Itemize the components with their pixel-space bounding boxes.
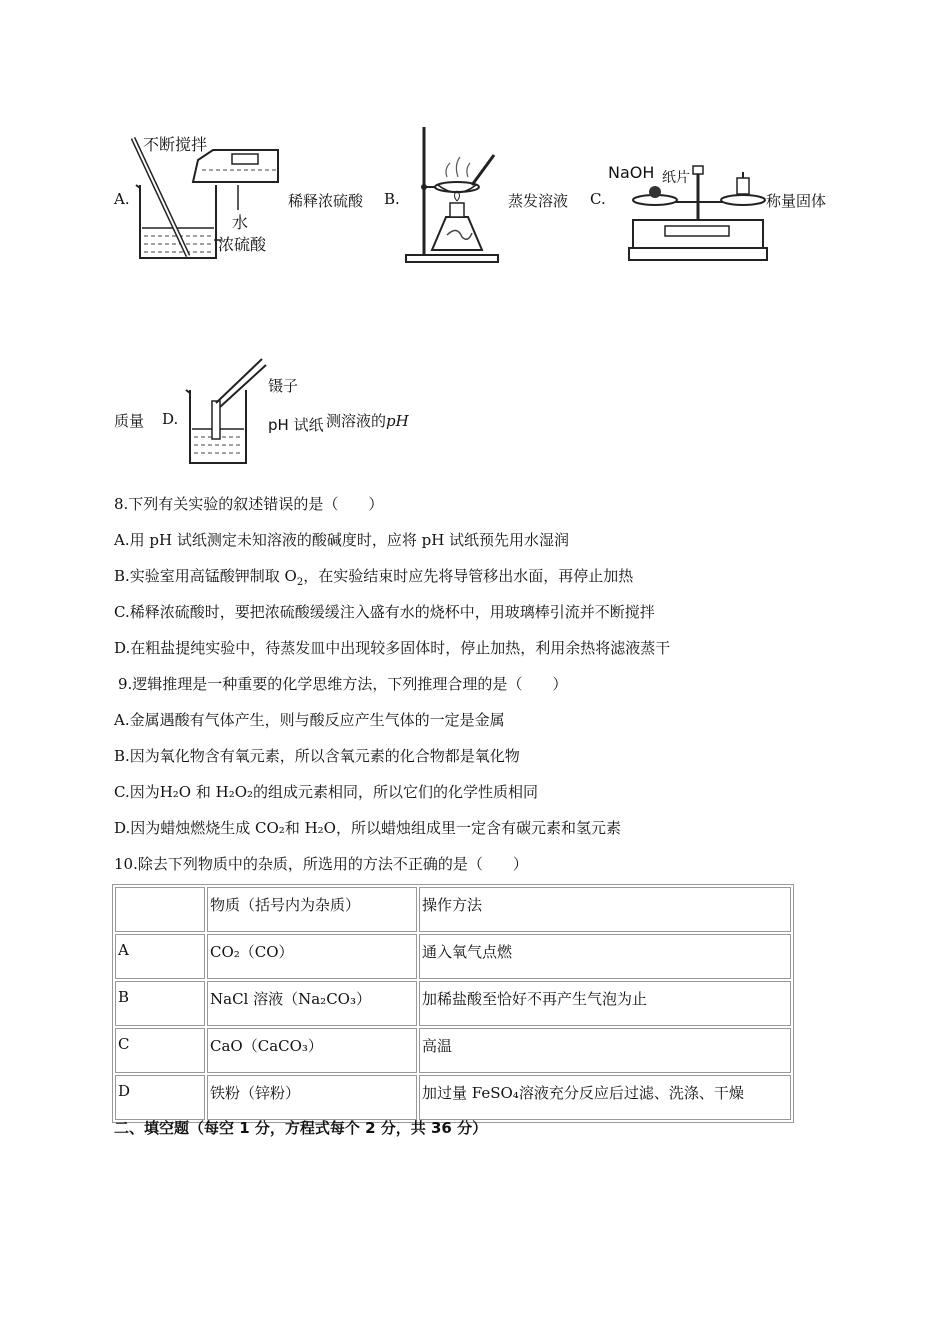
table-header-row xyxy=(115,887,791,932)
ph-test-figure xyxy=(182,355,272,467)
q8-option-a: A.用 pH 试纸测定未知溶液的酸碱度时，应将 pH 试纸预先用水湿润 xyxy=(114,531,570,549)
label-paper: 纸片 xyxy=(662,170,690,186)
table-cell: 通入氧气点燃 xyxy=(419,934,791,979)
option-c-caption-continued: 质量 xyxy=(114,412,145,430)
evaporation-figure xyxy=(402,125,502,265)
table-cell: 加稀盐酸至恰好不再产生气泡为止 xyxy=(419,981,791,1026)
table-cell: CO₂（CO） xyxy=(207,934,417,979)
option-c-caption: 称量固体 xyxy=(766,192,827,210)
q9-option-d: D.因为蜡烛燃烧生成 CO₂和 H₂O，所以蜡烛组成里一定含有碳元素和氢元素 xyxy=(114,819,621,837)
table-cell: B xyxy=(115,981,205,1026)
option-d-letter: D. xyxy=(162,410,179,428)
table-cell: C xyxy=(115,1028,205,1073)
table-cell: A xyxy=(115,934,205,979)
option-d-caption: 测溶液的pH xyxy=(326,412,409,430)
table-cell: 物质（括号内为杂质） xyxy=(207,887,417,932)
table-cell: CaO（CaCO₃） xyxy=(207,1028,417,1073)
q9-option-b: B.因为氧化物含有氧元素，所以含氧元素的化合物都是氧化物 xyxy=(114,747,520,765)
q8-stem: 8.下列有关实验的叙述错误的是（ ） xyxy=(114,495,384,513)
q8-option-b: B.实验室用高锰酸钾制取 $O_2$，在实验结束时应先将导管移出水面，再停止加热 xyxy=(114,567,634,588)
option-b-letter: B. xyxy=(384,190,400,208)
q9-stem: 9.逻辑推理是一种重要的化学思维方法，下列推理合理的是（ ） xyxy=(118,675,568,693)
option-a-letter: A. xyxy=(114,190,130,208)
table-row xyxy=(115,1028,791,1073)
table-cell: 铁粉（锌粉） xyxy=(207,1075,417,1120)
section-2-heading: 二、填空题（每空 1 分，方程式每个 2 分，共 36 分） xyxy=(114,1119,488,1137)
label-naoh: NaOH xyxy=(608,163,655,182)
table-row xyxy=(115,1075,791,1120)
q9-option-c: C.因为H₂O 和 H₂O₂的组成元素相同，所以它们的化学性质相同 xyxy=(114,783,539,801)
label-ph-paper: pH 试纸 xyxy=(268,416,324,434)
q8-option-d: D.在粗盐提纯实验中，待蒸发皿中出现较多固体时，停止加热，利用余热将滤液蒸干 xyxy=(114,639,671,657)
table-cell: 加过量 FeSO₄溶液充分反应后过滤、洗涤、干燥 xyxy=(419,1075,791,1120)
option-b-caption: 蒸发溶液 xyxy=(508,192,569,210)
label-tweezers: 镊子 xyxy=(268,377,299,395)
label-conc-acid: 浓硫酸 xyxy=(218,235,267,254)
q9-option-a: A.金属遇酸有气体产生，则与酸反应产生气体的一定是金属 xyxy=(114,711,505,729)
option-a-caption: 稀释浓硫酸 xyxy=(288,192,364,210)
table-cell: 操作方法 xyxy=(419,887,791,932)
q10-stem: 10.除去下列物质中的杂质，所选用的方法不正确的是（ ） xyxy=(114,855,528,873)
table-row xyxy=(115,934,791,979)
label-water: 水 xyxy=(232,213,249,232)
table-cell: D xyxy=(115,1075,205,1120)
option-c-letter: C. xyxy=(590,190,606,208)
q10-options-table xyxy=(112,884,794,1123)
label-stir: 不断搅拌 xyxy=(143,135,208,154)
table-cell: NaCl 溶液（Na₂CO₃） xyxy=(207,981,417,1026)
q8-option-c: C.稀释浓硫酸时，要把浓硫酸缓缓注入盛有水的烧杯中，用玻璃棒引流并不断搅拌 xyxy=(114,603,655,621)
table-row xyxy=(115,981,791,1026)
table-cell xyxy=(115,887,205,932)
table-cell: 高温 xyxy=(419,1028,791,1073)
